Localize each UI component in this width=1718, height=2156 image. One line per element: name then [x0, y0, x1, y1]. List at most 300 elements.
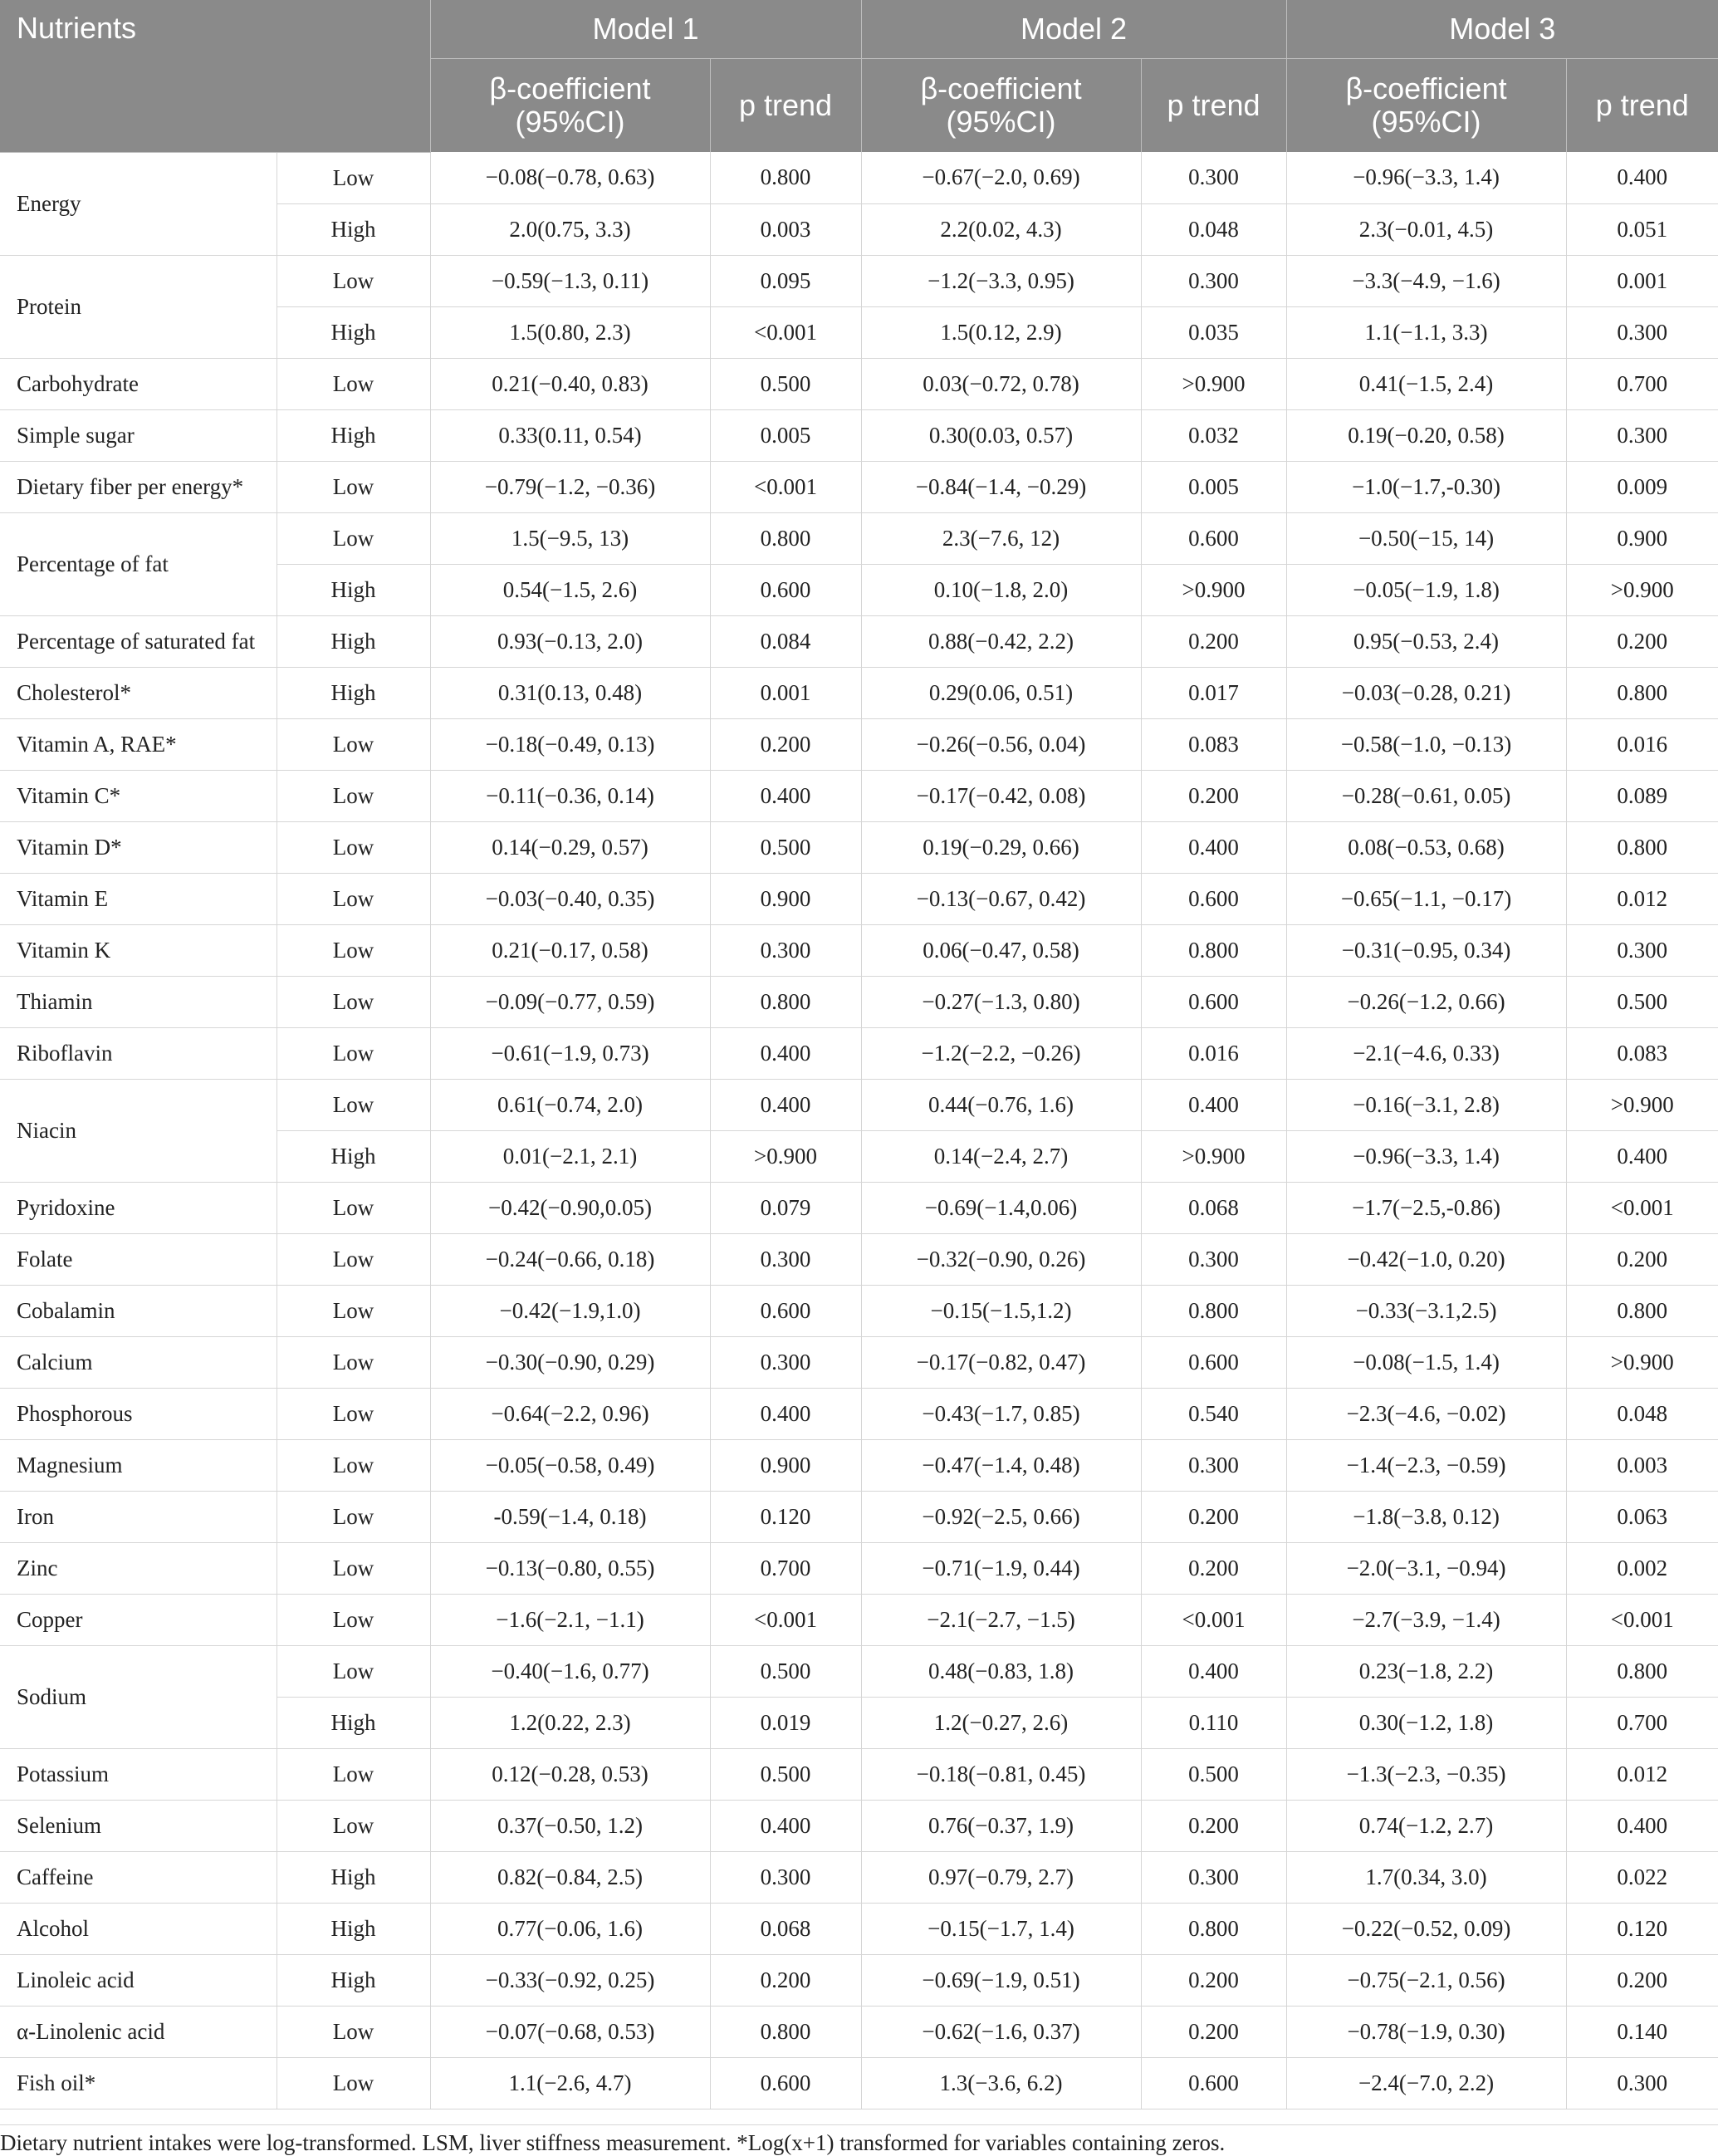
model-2-p-trend-cell: 0.300	[1141, 1851, 1286, 1903]
model-1-beta-cell: 1.5(0.80, 2.3)	[430, 306, 710, 358]
model-1-p-trend-cell: 0.500	[710, 1645, 861, 1697]
model-2-p-trend-cell: 0.032	[1141, 409, 1286, 461]
nutrient-name-cell: Copper	[0, 1594, 277, 1645]
model-1-p-trend-cell: 0.200	[710, 718, 861, 770]
model-2-p-trend-cell: >0.900	[1141, 564, 1286, 615]
level-cell: Low	[277, 2006, 430, 2057]
level-cell: High	[277, 1903, 430, 1954]
level-cell: High	[277, 564, 430, 615]
model-3-p-trend-cell: 0.800	[1566, 821, 1718, 873]
model-3-beta-cell: 1.7(0.34, 3.0)	[1286, 1851, 1566, 1903]
model-2-beta-cell: 0.03(−0.72, 0.78)	[861, 358, 1141, 409]
model-1-p-trend-cell: 0.095	[710, 255, 861, 306]
model-2-p-trend-cell: 0.200	[1141, 1542, 1286, 1594]
model-2-p-trend-cell: 0.400	[1141, 1645, 1286, 1697]
table-row	[0, 924, 1718, 976]
model-3-p-trend-cell: <0.001	[1566, 1182, 1718, 1233]
table-row	[0, 409, 1718, 461]
nutrient-name-cell: Cobalamin	[0, 1285, 277, 1336]
table-row	[0, 667, 1718, 718]
model-2-beta-cell: 0.76(−0.37, 1.9)	[861, 1800, 1141, 1851]
model-2-beta-cell: −1.2(−3.3, 0.95)	[861, 255, 1141, 306]
model-1-beta-cell: −0.64(−2.2, 0.96)	[430, 1388, 710, 1439]
model-1-p-trend-cell: 0.300	[710, 1851, 861, 1903]
level-cell: Low	[277, 924, 430, 976]
model-1-beta-cell: −0.05(−0.58, 0.49)	[430, 1439, 710, 1491]
table-row	[0, 1439, 1718, 1491]
model-2-p-trend-cell: >0.900	[1141, 358, 1286, 409]
model-3-p-trend-cell: 0.003	[1566, 1439, 1718, 1491]
model-2-beta-cell: 0.44(−0.76, 1.6)	[861, 1079, 1141, 1130]
model-1-beta-cell: −0.11(−0.36, 0.14)	[430, 770, 710, 821]
model-3-beta-cell: −1.4(−2.3, −0.59)	[1286, 1439, 1566, 1491]
model-1-p-trend-cell: 0.800	[710, 512, 861, 564]
beta-coefficient-header: β-coefficient (95%CI)	[1286, 59, 1566, 153]
table-row	[0, 1027, 1718, 1079]
model-1-beta-cell: −0.42(−0.90,0.05)	[430, 1182, 710, 1233]
model-1-beta-cell: −0.79(−1.2, −0.36)	[430, 461, 710, 512]
model-3-beta-cell: −0.78(−1.9, 0.30)	[1286, 2006, 1566, 2057]
level-cell: Low	[277, 1336, 430, 1388]
table-row	[0, 1903, 1718, 1954]
nutrient-name-cell: Vitamin E	[0, 873, 277, 924]
model-3-p-trend-cell: 0.300	[1566, 2057, 1718, 2109]
model-1-p-trend-cell: >0.900	[710, 1130, 861, 1182]
model-3-p-trend-cell: 0.800	[1566, 1645, 1718, 1697]
p-trend-header: p trend	[1566, 59, 1718, 153]
model-2-beta-cell: −0.69(−1.9, 0.51)	[861, 1954, 1141, 2006]
table-row	[0, 1491, 1718, 1542]
level-cell: High	[277, 1954, 430, 2006]
table-row	[0, 152, 1718, 203]
nutrient-name-cell: Magnesium	[0, 1439, 277, 1491]
nutrient-name-cell: Protein	[0, 255, 277, 358]
model-3-p-trend-cell: 0.300	[1566, 306, 1718, 358]
model-2-p-trend-cell: <0.001	[1141, 1594, 1286, 1645]
model-3-beta-cell: −1.7(−2.5,-0.86)	[1286, 1182, 1566, 1233]
model-1-p-trend-cell: 0.400	[710, 1800, 861, 1851]
model-2-beta-cell: −0.69(−1.4,0.06)	[861, 1182, 1141, 1233]
model-2-p-trend-cell: 0.083	[1141, 718, 1286, 770]
level-cell: Low	[277, 1800, 430, 1851]
model-2-p-trend-cell: 0.300	[1141, 1439, 1286, 1491]
model-2-header: Model 2	[861, 0, 1286, 59]
table-row	[0, 976, 1718, 1027]
model-3-p-trend-cell: 0.300	[1566, 924, 1718, 976]
table-row	[0, 1594, 1718, 1645]
nutrient-name-cell: Pyridoxine	[0, 1182, 277, 1233]
model-1-p-trend-cell: 0.300	[710, 924, 861, 976]
model-2-beta-cell: 0.97(−0.79, 2.7)	[861, 1851, 1141, 1903]
level-cell: Low	[277, 255, 430, 306]
model-3-beta-cell: −2.0(−3.1, −0.94)	[1286, 1542, 1566, 1594]
model-2-beta-cell: −0.62(−1.6, 0.37)	[861, 2006, 1141, 2057]
nutrient-name-cell: Calcium	[0, 1336, 277, 1388]
level-cell: Low	[277, 1748, 430, 1800]
model-2-beta-cell: −0.15(−1.7, 1.4)	[861, 1903, 1141, 1954]
level-cell: Low	[277, 1491, 430, 1542]
nutrient-name-cell: Percentage of fat	[0, 512, 277, 615]
model-1-beta-cell: 0.82(−0.84, 2.5)	[430, 1851, 710, 1903]
model-1-p-trend-cell: 0.120	[710, 1491, 861, 1542]
level-cell: High	[277, 1697, 430, 1748]
model-1-beta-cell: 0.54(−1.5, 2.6)	[430, 564, 710, 615]
level-cell: Low	[277, 1542, 430, 1594]
model-2-beta-cell: −0.84(−1.4, −0.29)	[861, 461, 1141, 512]
level-cell: Low	[277, 512, 430, 564]
model-2-beta-cell: 0.30(0.03, 0.57)	[861, 409, 1141, 461]
model-2-beta-cell: −2.1(−2.7, −1.5)	[861, 1594, 1141, 1645]
model-1-beta-cell: 1.2(0.22, 2.3)	[430, 1697, 710, 1748]
level-cell: Low	[277, 2057, 430, 2109]
model-1-p-trend-cell: 0.003	[710, 203, 861, 255]
nutrient-name-cell: Energy	[0, 152, 277, 255]
table-body	[0, 152, 1718, 2109]
model-2-p-trend-cell: 0.048	[1141, 203, 1286, 255]
model-2-p-trend-cell: 0.200	[1141, 615, 1286, 667]
model-1-beta-cell: −0.24(−0.66, 0.18)	[430, 1233, 710, 1285]
model-2-beta-cell: 1.2(−0.27, 2.6)	[861, 1697, 1141, 1748]
model-2-beta-cell: 0.06(−0.47, 0.58)	[861, 924, 1141, 976]
level-cell: Low	[277, 461, 430, 512]
model-1-beta-cell: −0.33(−0.92, 0.25)	[430, 1954, 710, 2006]
nutrient-name-cell: Simple sugar	[0, 409, 277, 461]
nutrient-name-cell: Percentage of saturated fat	[0, 615, 277, 667]
model-3-beta-cell: −1.0(−1.7,-0.30)	[1286, 461, 1566, 512]
model-1-beta-cell: −0.03(−0.40, 0.35)	[430, 873, 710, 924]
model-1-p-trend-cell: 0.500	[710, 821, 861, 873]
table-row	[0, 255, 1718, 306]
model-3-beta-cell: −0.75(−2.1, 0.56)	[1286, 1954, 1566, 2006]
table-footnote: Dietary nutrient intakes were log-transformed. LSM, liver stiffness measurement. *Log(x+1) transformed for variables containing zeros.	[0, 2124, 1718, 2156]
level-cell: Low	[277, 1594, 430, 1645]
model-3-p-trend-cell: 0.400	[1566, 1130, 1718, 1182]
nutrient-name-cell: Riboflavin	[0, 1027, 277, 1079]
model-3-p-trend-cell: 0.200	[1566, 615, 1718, 667]
model-2-p-trend-cell: 0.600	[1141, 976, 1286, 1027]
model-1-p-trend-cell: 0.005	[710, 409, 861, 461]
model-2-beta-cell: 2.3(−7.6, 12)	[861, 512, 1141, 564]
model-3-p-trend-cell: 0.300	[1566, 409, 1718, 461]
model-2-beta-cell: −0.71(−1.9, 0.44)	[861, 1542, 1141, 1594]
table-row	[0, 1182, 1718, 1233]
model-1-p-trend-cell: 0.700	[710, 1542, 861, 1594]
model-1-p-trend-cell: 0.400	[710, 1079, 861, 1130]
model-1-beta-cell: -0.59(−1.4, 0.18)	[430, 1491, 710, 1542]
model-3-p-trend-cell: >0.900	[1566, 1336, 1718, 1388]
model-2-p-trend-cell: 0.800	[1141, 924, 1286, 976]
model-2-p-trend-cell: 0.300	[1141, 152, 1286, 203]
nutrient-name-cell: Cholesterol*	[0, 667, 277, 718]
nutrient-name-cell: Folate	[0, 1233, 277, 1285]
model-3-beta-cell: −1.8(−3.8, 0.12)	[1286, 1491, 1566, 1542]
model-2-beta-cell: −1.2(−2.2, −0.26)	[861, 1027, 1141, 1079]
model-3-beta-cell: 0.23(−1.8, 2.2)	[1286, 1645, 1566, 1697]
model-3-p-trend-cell: 0.800	[1566, 1285, 1718, 1336]
table-row	[0, 1285, 1718, 1336]
model-1-beta-cell: 0.61(−0.74, 2.0)	[430, 1079, 710, 1130]
model-3-p-trend-cell: 0.051	[1566, 203, 1718, 255]
model-2-beta-cell: −0.92(−2.5, 0.66)	[861, 1491, 1141, 1542]
model-3-beta-cell: −0.08(−1.5, 1.4)	[1286, 1336, 1566, 1388]
model-2-p-trend-cell: 0.200	[1141, 770, 1286, 821]
model-1-beta-cell: −0.61(−1.9, 0.73)	[430, 1027, 710, 1079]
model-1-header: Model 1	[430, 0, 861, 59]
model-1-beta-cell: −0.07(−0.68, 0.53)	[430, 2006, 710, 2057]
nutrient-name-cell: Zinc	[0, 1542, 277, 1594]
nutrient-name-cell: Fish oil*	[0, 2057, 277, 2109]
model-1-p-trend-cell: 0.400	[710, 1388, 861, 1439]
table-row	[0, 873, 1718, 924]
nutrient-name-cell: Phosphorous	[0, 1388, 277, 1439]
model-3-beta-cell: 0.30(−1.2, 1.8)	[1286, 1697, 1566, 1748]
model-2-p-trend-cell: 0.200	[1141, 1491, 1286, 1542]
model-2-p-trend-cell: 0.800	[1141, 1903, 1286, 1954]
level-cell: Low	[277, 358, 430, 409]
model-3-p-trend-cell: 0.140	[1566, 2006, 1718, 2057]
table-row	[0, 718, 1718, 770]
model-1-p-trend-cell: 0.400	[710, 1027, 861, 1079]
level-cell: High	[277, 409, 430, 461]
model-3-p-trend-cell: 0.009	[1566, 461, 1718, 512]
model-2-p-trend-cell: 0.500	[1141, 1748, 1286, 1800]
model-2-p-trend-cell: 0.016	[1141, 1027, 1286, 1079]
model-1-beta-cell: −0.30(−0.90, 0.29)	[430, 1336, 710, 1388]
level-cell: High	[277, 306, 430, 358]
model-3-p-trend-cell: >0.900	[1566, 1079, 1718, 1130]
model-2-beta-cell: −0.18(−0.81, 0.45)	[861, 1748, 1141, 1800]
model-1-p-trend-cell: 0.800	[710, 152, 861, 203]
model-2-p-trend-cell: 0.200	[1141, 2006, 1286, 2057]
model-1-beta-cell: 0.31(0.13, 0.48)	[430, 667, 710, 718]
model-3-p-trend-cell: 0.089	[1566, 770, 1718, 821]
model-2-beta-cell: 0.29(0.06, 0.51)	[861, 667, 1141, 718]
model-3-beta-cell: −2.3(−4.6, −0.02)	[1286, 1388, 1566, 1439]
model-3-beta-cell: −2.4(−7.0, 2.2)	[1286, 2057, 1566, 2109]
model-2-p-trend-cell: 0.540	[1141, 1388, 1286, 1439]
nutrient-name-cell: Iron	[0, 1491, 277, 1542]
model-3-beta-cell: −0.33(−3.1,2.5)	[1286, 1285, 1566, 1336]
nutrient-name-cell: Vitamin A, RAE*	[0, 718, 277, 770]
level-cell: High	[277, 615, 430, 667]
model-1-beta-cell: −1.6(−2.1, −1.1)	[430, 1594, 710, 1645]
model-1-p-trend-cell: 0.500	[710, 1748, 861, 1800]
model-3-beta-cell: −0.28(−0.61, 0.05)	[1286, 770, 1566, 821]
model-1-beta-cell: −0.40(−1.6, 0.77)	[430, 1645, 710, 1697]
model-1-p-trend-cell: 0.300	[710, 1233, 861, 1285]
model-3-p-trend-cell: 0.400	[1566, 1800, 1718, 1851]
model-3-beta-cell: −0.96(−3.3, 1.4)	[1286, 1130, 1566, 1182]
model-3-beta-cell: −0.65(−1.1, −0.17)	[1286, 873, 1566, 924]
model-2-beta-cell: −0.32(−0.90, 0.26)	[861, 1233, 1141, 1285]
model-3-beta-cell: −0.22(−0.52, 0.09)	[1286, 1903, 1566, 1954]
nutrient-name-cell: Caffeine	[0, 1851, 277, 1903]
model-3-p-trend-cell: 0.002	[1566, 1542, 1718, 1594]
model-3-p-trend-cell: <0.001	[1566, 1594, 1718, 1645]
nutrient-name-cell: Niacin	[0, 1079, 277, 1182]
p-trend-header: p trend	[1141, 59, 1286, 153]
model-2-beta-cell: −0.27(−1.3, 0.80)	[861, 976, 1141, 1027]
level-cell: Low	[277, 1027, 430, 1079]
model-2-beta-cell: −0.15(−1.5,1.2)	[861, 1285, 1141, 1336]
table-row	[0, 1079, 1718, 1130]
model-2-beta-cell: −0.17(−0.42, 0.08)	[861, 770, 1141, 821]
nutrient-name-cell: Vitamin C*	[0, 770, 277, 821]
model-1-beta-cell: 1.5(−9.5, 13)	[430, 512, 710, 564]
model-3-beta-cell: 0.74(−1.2, 2.7)	[1286, 1800, 1566, 1851]
model-3-p-trend-cell: 0.083	[1566, 1027, 1718, 1079]
nutrient-name-cell: Thiamin	[0, 976, 277, 1027]
model-1-p-trend-cell: 0.600	[710, 564, 861, 615]
model-2-p-trend-cell: >0.900	[1141, 1130, 1286, 1182]
level-cell: High	[277, 203, 430, 255]
model-3-p-trend-cell: 0.012	[1566, 1748, 1718, 1800]
nutrient-name-cell: Linoleic acid	[0, 1954, 277, 2006]
level-cell: Low	[277, 152, 430, 203]
model-3-p-trend-cell: 0.022	[1566, 1851, 1718, 1903]
model-1-beta-cell: 0.12(−0.28, 0.53)	[430, 1748, 710, 1800]
level-cell: Low	[277, 718, 430, 770]
model-2-p-trend-cell: 0.035	[1141, 306, 1286, 358]
model-2-beta-cell: −0.17(−0.82, 0.47)	[861, 1336, 1141, 1388]
level-cell: Low	[277, 1079, 430, 1130]
model-3-header: Model 3	[1286, 0, 1718, 59]
model-2-beta-cell: −0.26(−0.56, 0.04)	[861, 718, 1141, 770]
model-1-p-trend-cell: 0.900	[710, 1439, 861, 1491]
level-cell: Low	[277, 976, 430, 1027]
model-1-p-trend-cell: 0.300	[710, 1336, 861, 1388]
model-3-p-trend-cell: 0.012	[1566, 873, 1718, 924]
model-3-p-trend-cell: >0.900	[1566, 564, 1718, 615]
model-3-beta-cell: −1.3(−2.3, −0.35)	[1286, 1748, 1566, 1800]
model-3-p-trend-cell: 0.200	[1566, 1954, 1718, 2006]
level-cell: Low	[277, 1182, 430, 1233]
model-2-p-trend-cell: 0.300	[1141, 255, 1286, 306]
model-1-p-trend-cell: <0.001	[710, 461, 861, 512]
model-2-p-trend-cell: 0.400	[1141, 1079, 1286, 1130]
model-3-beta-cell: 1.1(−1.1, 3.3)	[1286, 306, 1566, 358]
model-1-beta-cell: 0.14(−0.29, 0.57)	[430, 821, 710, 873]
model-2-p-trend-cell: 0.600	[1141, 1336, 1286, 1388]
model-3-p-trend-cell: 0.500	[1566, 976, 1718, 1027]
model-3-beta-cell: −0.58(−1.0, −0.13)	[1286, 718, 1566, 770]
table-row	[0, 1336, 1718, 1388]
level-cell: High	[277, 1130, 430, 1182]
nutrient-name-cell: Sodium	[0, 1645, 277, 1748]
model-3-p-trend-cell: 0.063	[1566, 1491, 1718, 1542]
model-2-beta-cell: 0.10(−1.8, 2.0)	[861, 564, 1141, 615]
model-3-beta-cell: 0.08(−0.53, 0.68)	[1286, 821, 1566, 873]
model-1-beta-cell: 0.21(−0.40, 0.83)	[430, 358, 710, 409]
model-3-beta-cell: −0.31(−0.95, 0.34)	[1286, 924, 1566, 976]
model-2-beta-cell: 0.48(−0.83, 1.8)	[861, 1645, 1141, 1697]
table-row	[0, 1954, 1718, 2006]
model-1-p-trend-cell: 0.084	[710, 615, 861, 667]
model-1-beta-cell: 0.93(−0.13, 2.0)	[430, 615, 710, 667]
model-2-beta-cell: 0.19(−0.29, 0.66)	[861, 821, 1141, 873]
p-trend-header: p trend	[710, 59, 861, 153]
level-cell: Low	[277, 821, 430, 873]
table-row	[0, 461, 1718, 512]
model-3-beta-cell: 0.95(−0.53, 2.4)	[1286, 615, 1566, 667]
table-row	[0, 1800, 1718, 1851]
table-row	[0, 1542, 1718, 1594]
model-2-beta-cell: −0.67(−2.0, 0.69)	[861, 152, 1141, 203]
model-2-beta-cell: 0.14(−2.4, 2.7)	[861, 1130, 1141, 1182]
level-cell: Low	[277, 1285, 430, 1336]
model-1-p-trend-cell: 0.019	[710, 1697, 861, 1748]
level-cell: High	[277, 1851, 430, 1903]
beta-coefficient-header: β-coefficient (95%CI)	[430, 59, 710, 153]
model-3-beta-cell: −0.26(−1.2, 0.66)	[1286, 976, 1566, 1027]
nutrient-name-cell: Alcohol	[0, 1903, 277, 1954]
nutrient-name-cell: Vitamin K	[0, 924, 277, 976]
model-1-beta-cell: −0.42(−1.9,1.0)	[430, 1285, 710, 1336]
nutrient-name-cell: Dietary fiber per energy*	[0, 461, 277, 512]
level-cell: High	[277, 667, 430, 718]
model-3-p-trend-cell: 0.900	[1566, 512, 1718, 564]
model-3-beta-cell: −0.42(−1.0, 0.20)	[1286, 1233, 1566, 1285]
table-row	[0, 1748, 1718, 1800]
model-1-p-trend-cell: 0.200	[710, 1954, 861, 2006]
model-2-beta-cell: 1.5(0.12, 2.9)	[861, 306, 1141, 358]
model-1-beta-cell: −0.09(−0.77, 0.59)	[430, 976, 710, 1027]
model-1-p-trend-cell: 0.800	[710, 2006, 861, 2057]
model-2-p-trend-cell: 0.300	[1141, 1233, 1286, 1285]
level-cell: Low	[277, 770, 430, 821]
model-1-p-trend-cell: 0.800	[710, 976, 861, 1027]
model-3-beta-cell: 0.41(−1.5, 2.4)	[1286, 358, 1566, 409]
model-1-beta-cell: 1.1(−2.6, 4.7)	[430, 2057, 710, 2109]
model-1-p-trend-cell: 0.500	[710, 358, 861, 409]
model-1-p-trend-cell: 0.079	[710, 1182, 861, 1233]
nutrient-name-cell: Carbohydrate	[0, 358, 277, 409]
model-1-p-trend-cell: 0.068	[710, 1903, 861, 1954]
model-1-beta-cell: 0.37(−0.50, 1.2)	[430, 1800, 710, 1851]
model-2-p-trend-cell: 0.017	[1141, 667, 1286, 718]
model-1-beta-cell: 0.21(−0.17, 0.58)	[430, 924, 710, 976]
nutrient-name-cell: α-Linolenic acid	[0, 2006, 277, 2057]
level-cell: Low	[277, 1439, 430, 1491]
model-2-p-trend-cell: 0.200	[1141, 1800, 1286, 1851]
model-1-beta-cell: −0.13(−0.80, 0.55)	[430, 1542, 710, 1594]
model-1-beta-cell: 0.33(0.11, 0.54)	[430, 409, 710, 461]
model-3-p-trend-cell: 0.016	[1566, 718, 1718, 770]
model-2-p-trend-cell: 0.400	[1141, 821, 1286, 873]
model-2-beta-cell: 1.3(−3.6, 6.2)	[861, 2057, 1141, 2109]
model-3-p-trend-cell: 0.800	[1566, 667, 1718, 718]
model-2-beta-cell: −0.43(−1.7, 0.85)	[861, 1388, 1141, 1439]
model-2-beta-cell: −0.13(−0.67, 0.42)	[861, 873, 1141, 924]
model-3-p-trend-cell: 0.200	[1566, 1233, 1718, 1285]
model-3-beta-cell: −0.50(−15, 14)	[1286, 512, 1566, 564]
table-row	[0, 512, 1718, 564]
model-2-beta-cell: 0.88(−0.42, 2.2)	[861, 615, 1141, 667]
table-row	[0, 2057, 1718, 2109]
table-row	[0, 615, 1718, 667]
model-1-p-trend-cell: 0.600	[710, 1285, 861, 1336]
model-1-beta-cell: −0.59(−1.3, 0.11)	[430, 255, 710, 306]
model-3-p-trend-cell: 0.001	[1566, 255, 1718, 306]
model-1-beta-cell: 0.01(−2.1, 2.1)	[430, 1130, 710, 1182]
model-1-p-trend-cell: 0.600	[710, 2057, 861, 2109]
model-3-p-trend-cell: 0.400	[1566, 152, 1718, 203]
model-2-p-trend-cell: 0.600	[1141, 873, 1286, 924]
nutrients-header: Nutrients	[0, 0, 430, 152]
model-1-beta-cell: −0.08(−0.78, 0.63)	[430, 152, 710, 203]
model-2-p-trend-cell: 0.005	[1141, 461, 1286, 512]
model-3-beta-cell: 2.3(−0.01, 4.5)	[1286, 203, 1566, 255]
